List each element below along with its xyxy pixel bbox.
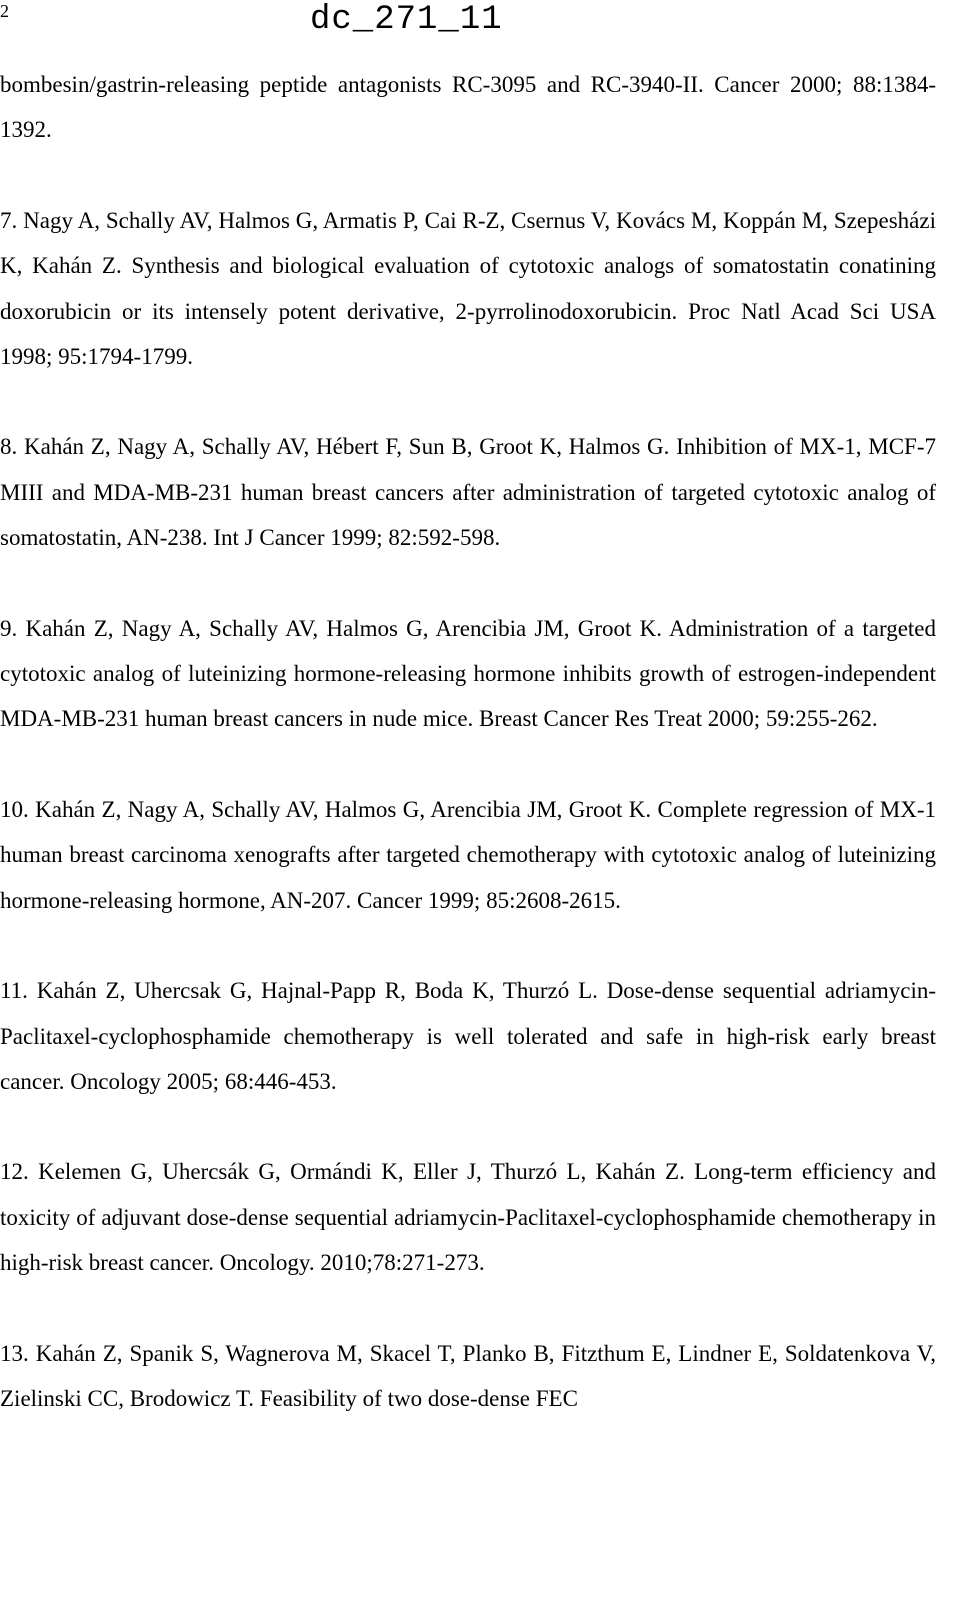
paragraph-spacer — [0, 923, 936, 968]
page-number: 2 — [0, 1, 9, 21]
paragraph-spacer — [0, 742, 936, 787]
reference-item: 12. Kelemen G, Uhercsák G, Ormándi K, Eller J, Thurzó L, Kahán Z. Long-term efficiency and toxicity of adjuvant dose-dense sequential adriamycin-Paclitaxel-cyclophosphamide chemotherapy in high-risk breast cancer. Oncology. 2010;78:271-273. — [0, 1159, 936, 1276]
reference-item: 13. Kahán Z, Spanik S, Wagnerova M, Skacel T, Planko B, Fitzthum E, Lindner E, Soldatenkova V, Zielinski CC, Brodowicz T. Feasibility of two dose-dense FEC — [0, 1340, 936, 1411]
document-id: dc_271_11 — [310, 1, 503, 39]
paragraph-spacer — [0, 561, 936, 606]
reference-item: 8. Kahán Z, Nagy A, Schally AV, Hébert F, Sun B, Groot K, Halmos G. Inhibition of MX-1, MCF-7 MIII and MDA-MB-231 human breast cancers after administration of targeted cytotoxic analog of somatostatin, AN-238. Int J Cancer 1999; 82:592-598. — [0, 434, 936, 551]
paragraph-spacer — [0, 153, 936, 198]
paragraph-spacer — [0, 1104, 936, 1149]
reference-item: bombesin/gastrin-releasing peptide antagonists RC-3095 and RC-3940-II. Cancer 2000; 88:1384-1392. — [0, 72, 936, 143]
reference-item: 11. Kahán Z, Uhercsak G, Hajnal-Papp R, Boda K, Thurzó L. Dose-dense sequential adriamycin-Paclitaxel-cyclophosphamide chemotherapy is well tolerated and safe in high-risk early breast cancer. Oncology 2005; 68:446-453. — [0, 978, 936, 1094]
reference-list — [0, 62, 936, 1421]
paragraph-spacer — [0, 1286, 936, 1331]
reference-item: 10. Kahán Z, Nagy A, Schally AV, Halmos G, Arencibia JM, Groot K. Complete regression of MX-1 human breast carcinoma xenografts after targeted chemotherapy with cytotoxic analog of luteinizing hormone-releasing hormone, AN-207. Cancer 1999; 85:2608-2615. — [0, 796, 936, 913]
reference-item: 7. Nagy A, Schally AV, Halmos G, Armatis P, Cai R-Z, Csernus V, Kovács M, Koppán M, Szepesházi K, Kahán Z. Synthesis and biological evaluation of cytotoxic analogs of somatostatin conatining doxorubicin or its intensely potent derivative, 2-pyrrolinodoxorubicin. Proc Natl Acad Sci USA 1998; 95:1794-1799. — [0, 207, 936, 370]
paragraph-spacer — [0, 379, 936, 424]
reference-item: 9. Kahán Z, Nagy A, Schally AV, Halmos G, Arencibia JM, Groot K. Administration of a targeted cytotoxic analog of luteinizing hormone-releasing hormone inhibits growth of estrogen-independent MDA-MB-231 human breast cancers in nude mice. Breast Cancer Res Treat 2000; 59:255-262. — [0, 615, 936, 732]
